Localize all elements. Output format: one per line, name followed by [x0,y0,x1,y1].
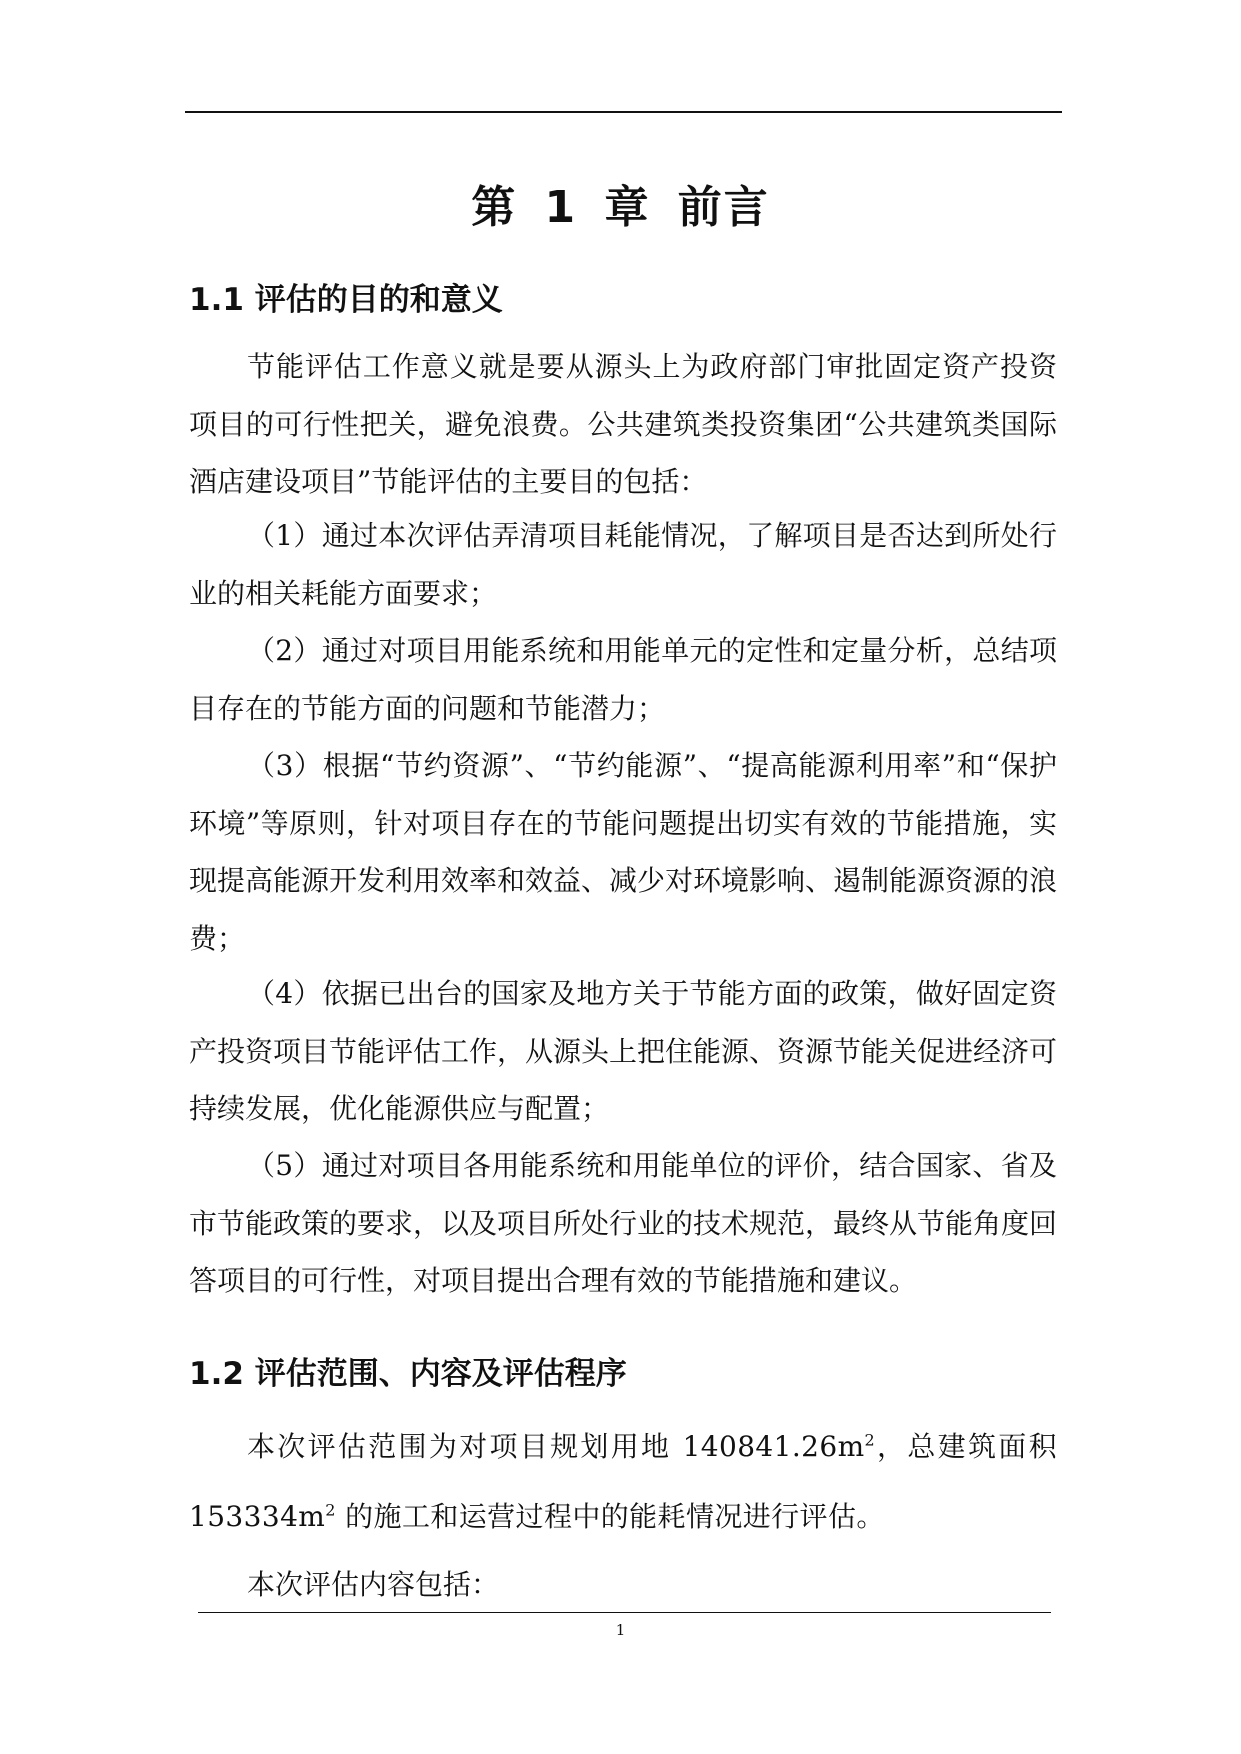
scope-text-before: 本次评估范围为对项目规划用地 140841.26m [247,1430,865,1463]
paragraph-item-3: （3）根据“节约资源”、“节约能源”、“提高能源利用率”和“保护环境”等原则，针对项目存在的节能问题提出切实有效的节能措施，实现提高能源开发利用效率和效益、减少对环境影响、遏制能源资源的浪费； [189,749,1058,955]
paragraph-item-5: （5）通过对项目各用能系统和用能单位的评价，结合国家、省及市节能政策的要求，以及项目所处行业的技术规范，最终从节能角度回答项目的可行性，对项目提出合理有效的节能措施和建议。 [189,1149,1058,1297]
page-number: 1 [615,1621,626,1639]
superscript-2: 2 [864,1430,876,1450]
footer-rule [198,1612,1051,1613]
paragraph-scope [189,1412,1057,1552]
header-rule [185,111,1062,113]
section-heading-1-2: 1.2 评估范围、内容及评估程序 [189,1356,627,1392]
scope-text-middle: ，总建筑面积 153334m [189,1430,1057,1533]
paragraph-content-intro: 本次评估内容包括： [247,1568,500,1601]
paragraph-item-4: （4）依据已出台的国家及地方关于节能方面的政策，做好固定资产投资项目节能评估工作，从源头上把住能源、资源节能关促进经济可持续发展，优化能源供应与配置； [189,977,1058,1125]
paragraph-item-1: （1）通过本次评估弄清项目耗能情况，了解项目是否达到所处行业的相关耗能方面要求； [189,519,1057,610]
paragraph-intro: 节能评估工作意义就是要从源头上为政府部门审批固定资产投资项目的可行性把关，避免浪费。公共建筑类投资集团“公共建筑类国际酒店建设项目”节能评估的主要目的包括： [189,350,1057,498]
scope-text-after: 的施工和运营过程中的能耗情况进行评估。 [335,1500,885,1533]
paragraph-item-2: （2）通过对项目用能系统和用能单元的定性和定量分析，总结项目存在的节能方面的问题和节能潜力； [189,634,1057,725]
section-heading-1-1: 1.1 评估的目的和意义 [189,282,503,318]
superscript-2: 2 [325,1500,336,1520]
chapter-title: 第 1 章 前言 [471,182,770,233]
